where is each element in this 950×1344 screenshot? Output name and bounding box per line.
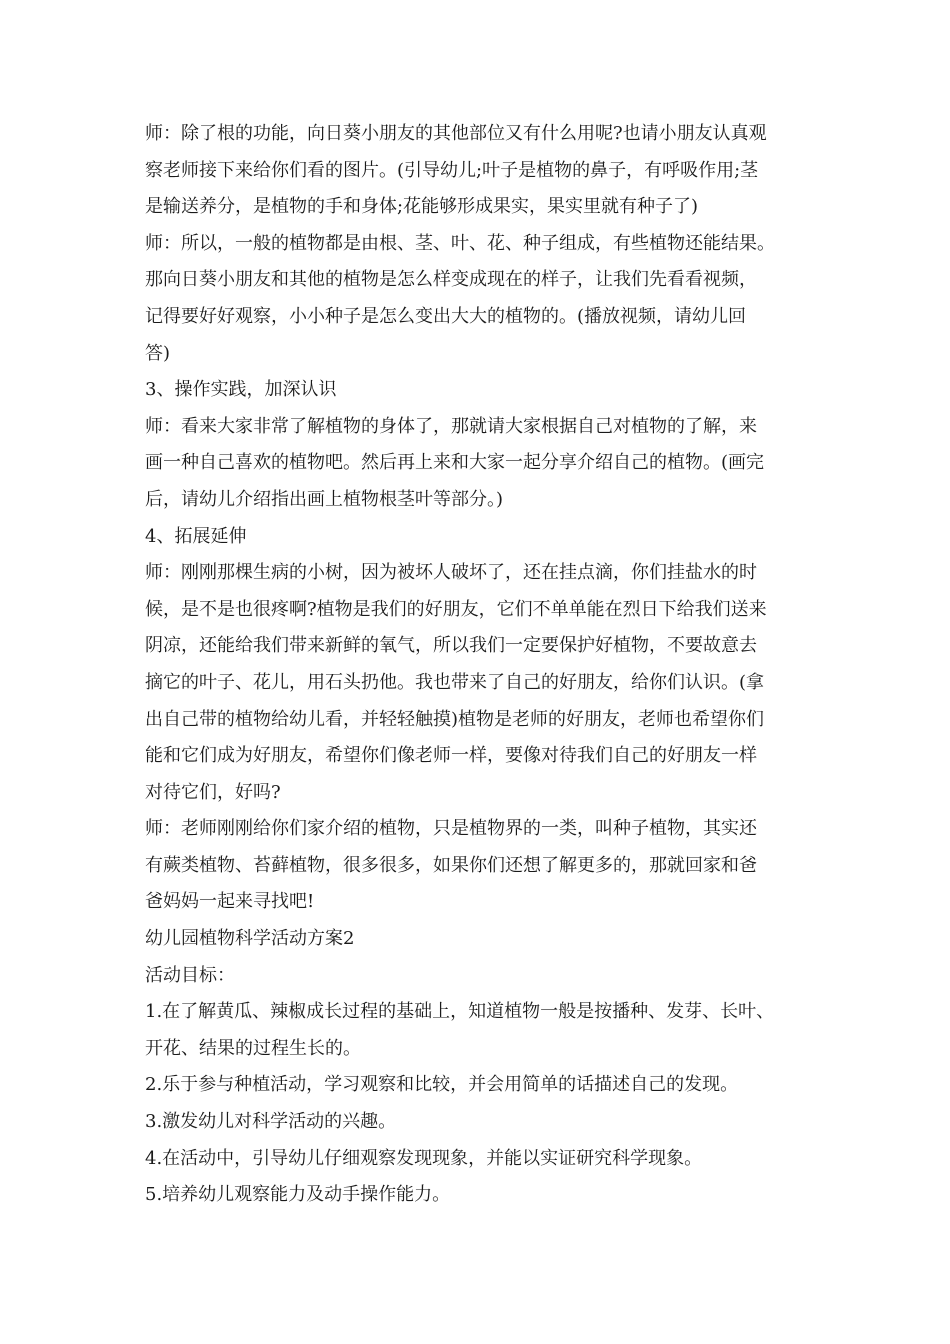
section-heading: 4、拓展延伸 xyxy=(145,525,247,547)
text-line: 对待它们，好吗? xyxy=(145,781,281,803)
text-line: 那向日葵小朋友和其他的植物是怎么样变成现在的样子，让我们先看看视频， xyxy=(145,269,757,291)
text-line: 答) xyxy=(145,342,171,364)
text-line: 师：所以，一般的植物都是由根、茎、叶、花、种子组成，有些植物还能结果。 xyxy=(145,232,775,254)
text-line: 是输送养分，是植物的手和身体;花能够形成果实，果实里就有种子了) xyxy=(145,196,699,218)
list-item: 5.培养幼儿观察能力及动手操作能力。 xyxy=(145,1184,451,1206)
text-line: 候，是不是也很疼啊?植物是我们的好朋友，它们不单单能在烈日下给我们送来 xyxy=(145,598,767,620)
text-line: 画一种自己喜欢的植物吧。然后再上来和大家一起分享介绍自己的植物。(画完 xyxy=(145,452,765,474)
text-line: 爸妈妈一起来寻找吧! xyxy=(145,891,315,913)
text-line: 后，请幼儿介绍指出画上植物根茎叶等部分。) xyxy=(145,488,504,510)
list-item: 2.乐于参与种植活动，学习观察和比较，并会用简单的话描述自己的发现。 xyxy=(145,1074,739,1096)
text-line: 能和它们成为好朋友，希望你们像老师一样，要像对待我们自己的好朋友一样 xyxy=(145,745,757,767)
list-item: 1.在了解黄瓜、辣椒成长过程的基础上，知道植物一般是按播种、发芽、长叶、 xyxy=(145,1001,775,1023)
document-subtitle: 幼儿园植物科学活动方案2 xyxy=(145,928,355,950)
text-line: 师：除了根的功能，向日葵小朋友的其他部位又有什么用呢?也请小朋友认真观 xyxy=(145,123,767,144)
list-item: 3.激发幼儿对科学活动的兴趣。 xyxy=(145,1111,397,1133)
text-line: 阴凉，还能给我们带来新鲜的氧气，所以我们一定要保护好植物，不要故意去 xyxy=(145,635,757,657)
list-item-continuation: 开花、结果的过程生长的。 xyxy=(145,1037,361,1059)
section-heading: 3、操作实践，加深认识 xyxy=(145,379,337,401)
text-line: 出自己带的植物给幼儿看，并轻轻触摸)植物是老师的好朋友，老师也希望你们 xyxy=(145,708,765,730)
text-line: 察老师接下来给你们看的图片。(引导幼儿;叶子是植物的鼻子，有呼吸作用;茎 xyxy=(145,159,759,181)
text-line: 摘它的叶子、花儿，用石头扔他。我也带来了自己的好朋友，给你们认识。(拿 xyxy=(145,671,765,693)
text-line: 师：看来大家非常了解植物的身体了，那就请大家根据自己对植物的了解，来 xyxy=(145,415,757,437)
list-item: 4.在活动中，引导幼儿仔细观察发现现象，并能以实证研究科学现象。 xyxy=(145,1147,703,1169)
text-line: 师：老师刚刚给你们家介绍的植物，只是植物界的一类，叫种子植物，其实还 xyxy=(145,818,757,840)
text-line: 师：刚刚那棵生病的小树，因为被坏人破坏了，还在挂点滴，你们挂盐水的时 xyxy=(145,562,757,584)
text-line: 记得要好好观察，小小种子是怎么变出大大的植物的。(播放视频，请幼儿回 xyxy=(145,305,747,327)
document-body xyxy=(145,116,813,1214)
text-line: 有蕨类植物、苔藓植物，很多很多，如果你们还想了解更多的，那就回家和爸 xyxy=(145,854,757,876)
section-heading: 活动目标： xyxy=(145,964,235,986)
